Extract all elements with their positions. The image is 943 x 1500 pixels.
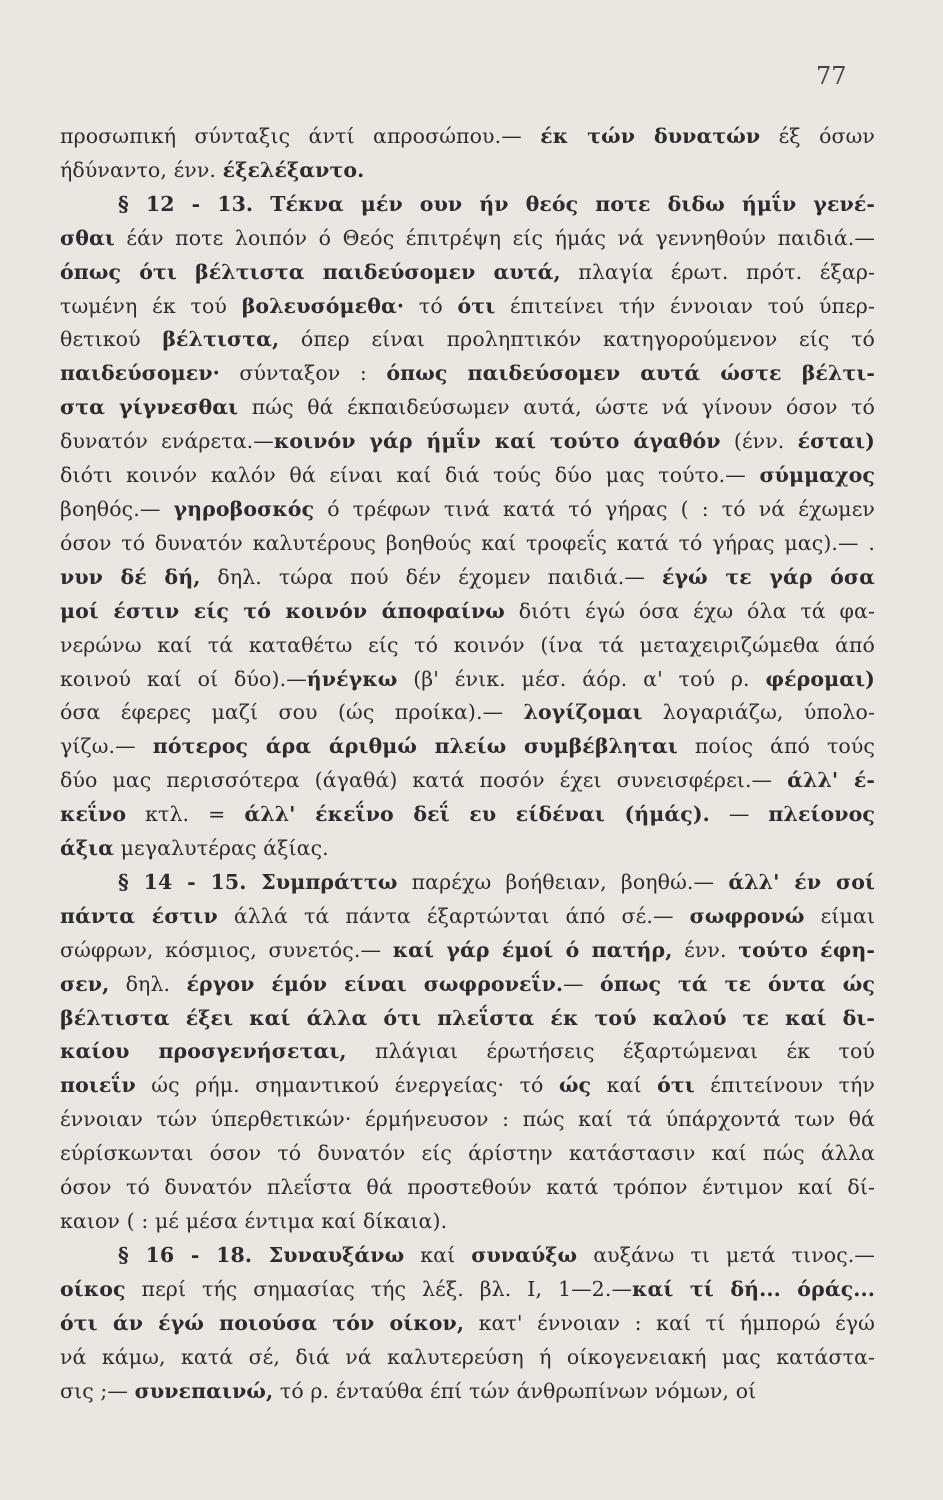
bold-term: πλείονος xyxy=(768,802,875,827)
text-segment: παρέχω βοήθειαν, βοηθώ.— xyxy=(397,869,729,894)
bold-term: νυν δέ δή, xyxy=(60,564,201,589)
text-segment: τό ρ. ένταύθα έπί τών άνθρωπίνων νόμων, οί xyxy=(273,1378,757,1403)
text-line xyxy=(60,188,875,222)
bold-term: άξια xyxy=(60,836,115,861)
bold-term: έκ τών δυνατών xyxy=(540,124,761,148)
bold-term: § 16 - 18. Συναυξάνω xyxy=(118,1242,405,1267)
bold-term: § 12 - 13. Τέκνα μέν ουν ήν θεός ποτε διδω ήμΐν γενέ- xyxy=(118,191,875,216)
text-segment: ποίος άπό τούς xyxy=(677,734,875,759)
bold-term: όπως ότι βέλτιστα παιδεύσομεν αυτά, xyxy=(60,259,561,284)
text-line xyxy=(60,629,875,663)
text-segment: τό xyxy=(404,293,458,318)
text-segment: όσον τό δυνατόν καλυτέρους βοηθούς καί τροφεΐς κατά τό γήρας μας).— . xyxy=(60,530,875,555)
text-line xyxy=(60,934,875,968)
text-segment: ώς ρήμ. σημαντικού ένεργείας· τό xyxy=(135,1073,559,1098)
text-segment: τωμένη έκ τού xyxy=(60,293,242,318)
text-line xyxy=(60,323,875,357)
text-line xyxy=(60,968,875,1002)
text-segment: μεγαλυτέρας άξίας. xyxy=(114,836,329,861)
bold-term: έξελέξαντο. xyxy=(222,157,365,182)
page-number: 77 xyxy=(816,62,847,90)
text-line xyxy=(60,290,875,324)
text-segment: περί τής σημασίας τής λέξ. βλ. Ι, 1—2.— xyxy=(125,1276,633,1301)
bold-term: ότι xyxy=(457,293,496,318)
bold-term: συναύξω xyxy=(471,1242,578,1267)
bold-term: ώς xyxy=(558,1073,592,1098)
text-line xyxy=(60,798,875,832)
bold-term: σθαι xyxy=(60,225,115,250)
text-line xyxy=(60,154,875,188)
text-segment: κτλ. = xyxy=(126,802,245,827)
text-segment: προσωπική σύνταξις άντί απροσώπου.— xyxy=(60,124,541,148)
text-segment: όπερ είναι προληπτικόν κατηγορούμενον είς τό xyxy=(279,327,875,352)
text-line xyxy=(60,1239,875,1273)
text-line xyxy=(60,1002,875,1036)
text-segment: δηλ. τώρα πού δέν έχομεν παιδιά.— xyxy=(200,564,662,589)
text-line xyxy=(60,595,875,629)
text-segment: κοινού καί οί δύο).— xyxy=(60,666,307,691)
text-line xyxy=(60,256,875,290)
text-line xyxy=(60,900,875,934)
text-line xyxy=(60,696,875,730)
bold-term: παιδεύσομεν· xyxy=(60,361,220,386)
text-line xyxy=(60,866,875,900)
text-segment: πλάγιαι έρωτήσεις έξαρτώμεναι έκ τού xyxy=(346,1039,875,1064)
text-segment: είμαι xyxy=(804,903,875,928)
text-line xyxy=(60,1035,875,1069)
text-segment: ό τρέφων τινά κατά τό γήρας ( : τό νά έχωμεν xyxy=(314,496,875,521)
bold-term: άλλ' έ- xyxy=(787,768,875,793)
text-segment: — xyxy=(709,802,769,827)
text-segment: σύνταξον : xyxy=(219,361,387,386)
text-segment: (β' ένικ. μέσ. άόρ. α' τού ρ. xyxy=(397,666,766,691)
bold-term: § 14 - 15. Συμπράττω xyxy=(118,869,398,894)
bold-term: έργον έμόν είναι σωφρονεΐν. xyxy=(186,971,564,996)
bold-term: μοί έστιν είς τό κοινόν άποφαίνω xyxy=(60,598,505,623)
text-line xyxy=(60,120,875,154)
bold-term: βέλτιστα, xyxy=(162,327,280,352)
text-segment: πλαγία έρωτ. πρότ. έξαρ- xyxy=(560,259,875,284)
text-segment: όσα έφερες μαζί σου (ώς προίκα).— xyxy=(60,700,524,725)
text-line xyxy=(60,391,875,425)
bold-term: σωφρονώ xyxy=(689,903,805,928)
text-line xyxy=(60,357,875,391)
bold-term: όπως τά τε όντα ώς xyxy=(600,971,875,996)
text-segment: εύρίσκωνται όσον τό δυνατόν είς άρίστην κατάστασιν καί πώς άλλα xyxy=(60,1141,875,1166)
text-segment: λογαριάζω, ύπολο- xyxy=(642,700,875,725)
text-segment: σις ;— xyxy=(60,1378,135,1403)
text-segment: όσον τό δυνατόν πλεΐστα θά προστεθούν κατά τρόπον έντιμον καί δί- xyxy=(60,1175,875,1200)
bold-term: κοινόν γάρ ήμΐν καί τούτο άγαθόν xyxy=(273,429,721,454)
bold-term: πάντα έστιν xyxy=(60,903,218,928)
bold-term: καί τί δή... όράς... xyxy=(632,1276,875,1301)
bold-term: ποιεΐν xyxy=(60,1073,136,1098)
bold-term: έσται) xyxy=(797,429,875,454)
text-segment: πώς θά έκπαιδεύσωμεν αυτά, ώστε νά γίνουν όσον τό xyxy=(238,395,875,420)
bold-term: άλλ' έκεΐνο δεΐ ευ είδέναι (ήμάς). xyxy=(244,802,710,827)
text-line xyxy=(60,493,875,527)
bold-term: σεν, xyxy=(60,971,110,996)
text-line xyxy=(60,561,875,595)
text-line xyxy=(60,730,875,764)
text-line xyxy=(60,1103,875,1137)
bold-term: άλλ' έν σοί xyxy=(728,869,875,894)
text-segment: διότι κοινόν καλόν θά είναι καί διά τούς δύο μας τούτο.— xyxy=(60,463,760,488)
text-line xyxy=(60,1375,875,1409)
bold-term: βέλτιστα έξει καί άλλα ότι πλεΐστα έκ τού καλού τε καί δι- xyxy=(60,1005,875,1030)
text-segment: δηλ. xyxy=(109,971,187,996)
text-line xyxy=(60,1069,875,1103)
bold-term: οίκος xyxy=(60,1276,126,1301)
text-segment: άλλά τά πάντα έξαρτώνται άπό σέ.— xyxy=(217,903,690,928)
text-line xyxy=(60,527,875,561)
text-line xyxy=(60,1273,875,1307)
text-segment: έξ όσων xyxy=(760,124,875,148)
text-segment: — xyxy=(563,971,601,996)
text-segment: καιον ( : μέ μέσα έντιμα καί δίκαια). xyxy=(60,1209,448,1233)
bold-term: όπως παιδεύσομεν αυτά ώστε βέλτι- xyxy=(386,361,875,386)
text-line xyxy=(60,1307,875,1341)
text-line xyxy=(60,425,875,459)
bold-term: ότι xyxy=(657,1073,695,1098)
bold-term: κεΐνο xyxy=(60,802,127,827)
text-segment: δυνατόν ενάρετα.— xyxy=(60,429,274,454)
bold-term: βολευσόμεθα· xyxy=(241,293,405,318)
bold-term: συνεπαινώ, xyxy=(134,1378,274,1403)
text-line xyxy=(60,1341,875,1375)
text-segment: αυξάνω τι μετά τινος.— xyxy=(577,1242,875,1267)
bold-term: καί γάρ έμοί ό πατήρ, xyxy=(392,937,673,962)
text-segment: βοηθός.— xyxy=(60,496,174,521)
text-line xyxy=(60,1205,875,1239)
text-segment: νά κάμω, κατά σέ, διά νά καλυτερεύση ή οίκογενειακή μας κατάστα- xyxy=(60,1344,875,1369)
text-line xyxy=(60,1171,875,1205)
text-segment: (ένν. xyxy=(720,429,798,454)
text-segment: καί xyxy=(404,1242,472,1267)
bold-term: καίου προσγενήσεται, xyxy=(60,1039,347,1064)
text-segment: διότι έγώ όσα έχω όλα τά φα- xyxy=(504,598,875,623)
body-text xyxy=(60,120,875,1408)
text-line xyxy=(60,663,875,697)
text-line xyxy=(60,764,875,798)
bold-term: ότι άν έγώ ποιούσα τόν οίκον, xyxy=(60,1310,465,1335)
text-segment: γίζω.— xyxy=(60,734,153,759)
text-segment: έάν ποτε λοιπόν ό Θεός έπιτρέψη είς ήμάς νά γεννηθούν παιδιά.— xyxy=(114,225,875,250)
bold-term: σύμμαχος xyxy=(759,463,875,488)
bold-term: πότερος άρα άριθμώ πλείω συμβέβληται xyxy=(152,734,678,759)
text-line xyxy=(60,222,875,256)
text-segment: νερώνω καί τά καταθέτω είς τό κοινόν (ίνα τά μεταχειριζώμεθα άπό xyxy=(60,632,875,657)
bold-term: στα γίγνεσθαι xyxy=(60,395,239,420)
text-line xyxy=(60,832,875,866)
bold-term: έγώ τε γάρ όσα xyxy=(661,564,875,589)
bold-term: λογίζομαι xyxy=(523,700,643,725)
text-segment: έπιτείνουν τήν xyxy=(694,1073,875,1098)
bold-term: φέρομαι) xyxy=(765,666,875,691)
text-segment: θετικού xyxy=(60,327,163,352)
bold-term: ήνέγκω xyxy=(306,666,398,691)
text-segment: δύο μας περισσότερα (άγαθά) κατά ποσόν έχει συνεισφέρει.— xyxy=(60,768,788,793)
text-line xyxy=(60,1137,875,1171)
text-segment: έπιτείνει τήν έννοιαν τού ύπερ- xyxy=(495,293,875,318)
text-segment: καί xyxy=(591,1073,658,1098)
text-segment: ένν. xyxy=(672,937,739,962)
bold-term: γηροβοσκός xyxy=(173,496,315,521)
text-line xyxy=(60,459,875,493)
bold-term: τούτο έφη- xyxy=(738,937,875,962)
text-segment: σώφρων, κόσμιος, συνετός.— xyxy=(60,937,393,962)
text-segment: κατ' έννοιαν : καί τί ήμπορώ έγώ xyxy=(464,1310,875,1335)
text-segment: ήδύναντο, ένν. xyxy=(60,157,223,182)
text-segment: έννοιαν τών ύπερθετικών· έρμήνευσον : πώς καί τά ύπάρχοντά των θά xyxy=(60,1107,875,1132)
